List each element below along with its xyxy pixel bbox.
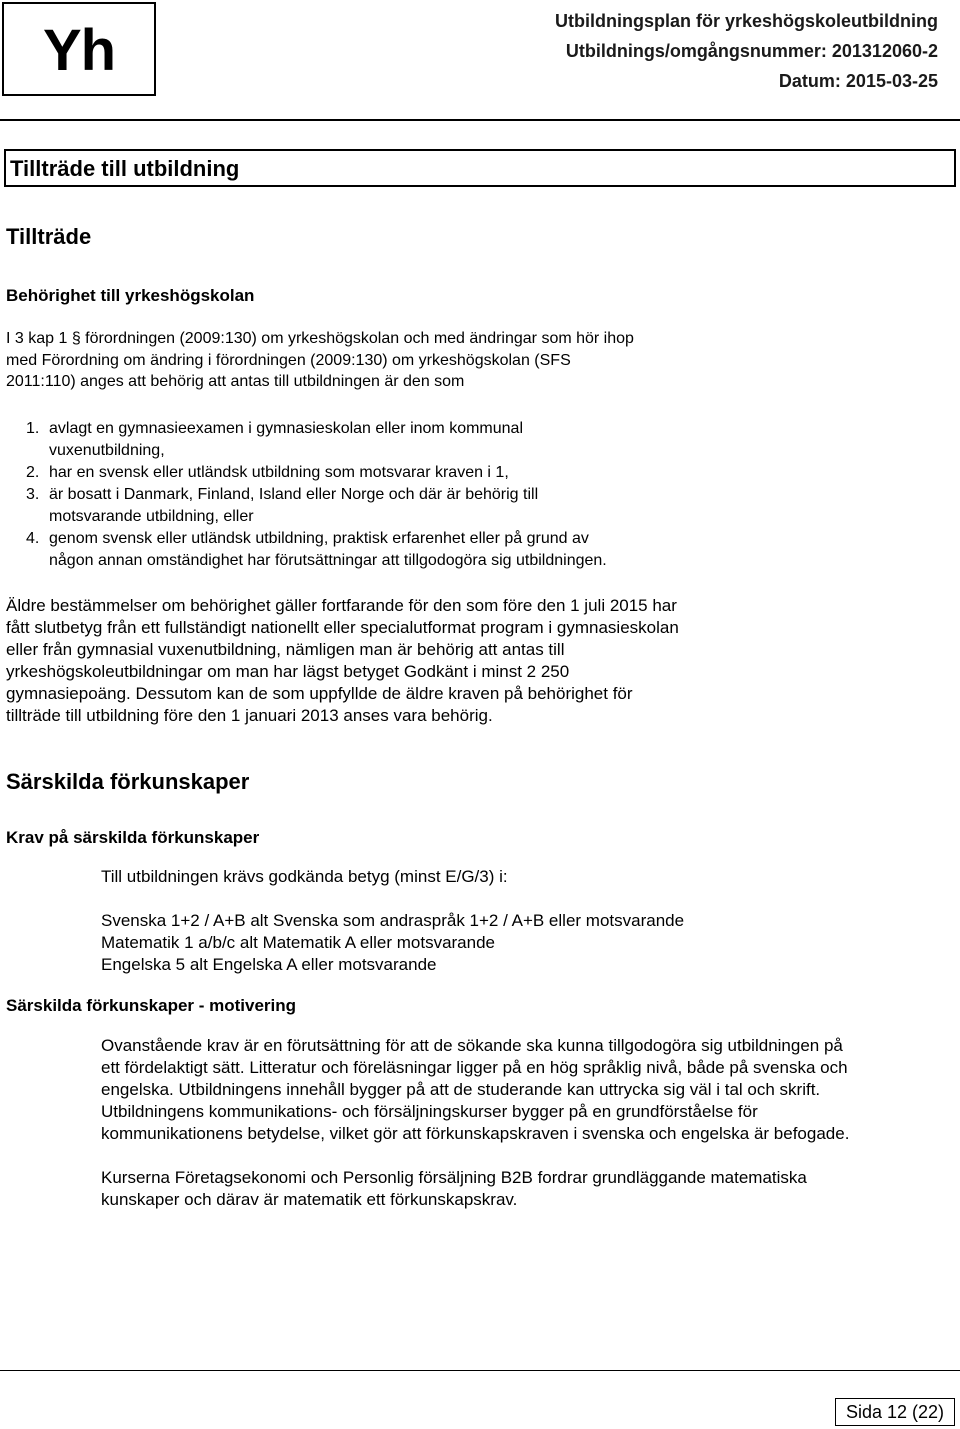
text-line: kunskaper och därav är matematik ett förkunskapskrav.	[101, 1190, 518, 1209]
document-title: Utbildningsplan för yrkeshögskoleutbildning	[554, 11, 938, 31]
krav-intro: Till utbildningen krävs godkända betyg (minst E/G/3) i:	[101, 867, 508, 886]
list-number: 2.	[26, 464, 40, 481]
list-item	[26, 462, 726, 484]
list-number: 4.	[26, 530, 40, 547]
text-line: är bosatt i Danmark, Finland, Island eller Norge och där är behörig till	[49, 486, 539, 503]
text-line: Utbildningens kommunikations- och försäljningskurser bygger på en grundförståelse för	[101, 1102, 758, 1121]
heading-tilltrade: Tillträde	[6, 224, 92, 249]
text-line: har en svensk eller utländsk utbildning som motsvarar kraven i 1,	[49, 464, 509, 481]
yh-logo: Yh	[2, 2, 156, 96]
footer-divider	[0, 1370, 960, 1371]
heading-motivering: Särskilda förkunskaper - motivering	[6, 996, 297, 1015]
page-number: Sida 12 (22)	[835, 1398, 955, 1426]
text-line: Kurserna Företagsekonomi och Personlig försäljning B2B fordrar grundläggande matematiska	[101, 1168, 807, 1187]
text-line: motsvarande utbildning, eller	[49, 508, 254, 525]
list-item	[26, 528, 726, 572]
krav-list	[101, 910, 684, 976]
text-line: 2011:110) anges att behörig att antas till utbildningen är den som	[6, 373, 465, 390]
text-line: engelska. Utbildningens innehåll bygger på att de studerande kan uttrycka sig väl i tal och skrift.	[101, 1080, 821, 1099]
intro-paragraph	[6, 328, 634, 393]
education-number: Utbildnings/omgångsnummer: 201312060-2	[565, 41, 938, 61]
heading-sarskilda: Särskilda förkunskaper	[6, 769, 250, 794]
document-date: Datum: 2015-03-25	[778, 71, 938, 91]
list-number: 1.	[26, 420, 40, 437]
text-line: med Förordning om ändring i förordningen (2009:130) om yrkeshögskolan (SFS	[6, 351, 571, 369]
text-line: tillträde till utbildning före den 1 januari 2013 anses vara behörig.	[6, 706, 493, 725]
text-line: Engelska 5 alt Engelska A eller motsvarande	[101, 955, 437, 974]
text-line: eller från gymnasial vuxenutbildning, nämligen man är behörig att antas till	[6, 640, 565, 659]
text-line: vuxenutbildning,	[49, 442, 165, 459]
text-line: avlagt en gymnasieexamen i gymnasieskolan eller inom kommunal	[49, 420, 524, 437]
text-line: gymnasiepoäng. Dessutom kan de som uppfyllde de äldre kraven på behörighet för	[6, 684, 633, 703]
criteria-list	[26, 418, 726, 572]
heading-krav: Krav på särskilda förkunskaper	[6, 828, 260, 847]
list-item	[26, 418, 726, 462]
text-line: Äldre bestämmelser om behörighet gäller fortfarande för den som före den 1 juli 2015 har	[6, 596, 677, 615]
text-line: genom svensk eller utländsk utbildning, praktisk erfarenhet eller på grund av	[49, 530, 589, 547]
text-line: yrkeshögskoleutbildningar om man har lägst betyget Godkänt i minst 2 250	[6, 662, 570, 681]
text-line: Matematik 1 a/b/c alt Matematik A eller motsvarande	[101, 933, 496, 952]
list-item	[26, 484, 726, 528]
text-line: Svenska 1+2 / A+B alt Svenska som andraspråk 1+2 / A+B eller motsvarande	[101, 911, 685, 930]
section-title: Tillträde till utbildning	[4, 149, 956, 187]
text-line: ett fördelaktigt sätt. Litteratur och föreläsningar ligger på en hög språklig nivå, både på svenska och	[101, 1058, 848, 1077]
kurser-paragraph	[101, 1167, 807, 1211]
heading-behorighet: Behörighet till yrkeshögskolan	[6, 286, 255, 305]
list-number: 3.	[26, 486, 40, 503]
text-line: fått slutbetyg från ett fullständigt nationellt eller specialutformat program i gymnasieskolan	[6, 618, 679, 637]
motivering-paragraph	[101, 1035, 849, 1145]
text-line: I 3 kap 1 § förordningen (2009:130) om yrkeshögskolan och med ändringar som hör ihop	[6, 330, 634, 347]
text-line: någon annan omständighet har förutsättningar att tillgodogöra sig utbildningen.	[49, 552, 607, 569]
text-line: Ovanstående krav är en förutsättning för att de sökande ska kunna tillgodogöra sig utbildningen på	[101, 1036, 843, 1055]
older-rules-paragraph	[6, 595, 679, 727]
text-line: kommunikationens betydelse, vilket gör att förkunskapskraven i svenska och engelska är befogade.	[101, 1124, 850, 1143]
header-divider	[0, 119, 960, 121]
